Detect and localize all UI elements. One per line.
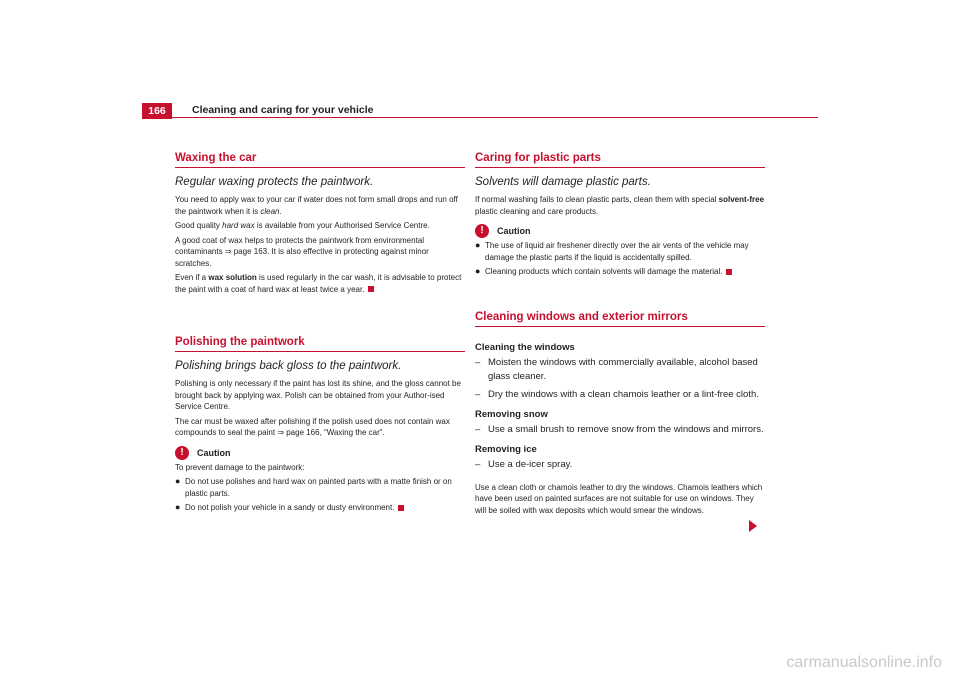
subtitle-waxing: Regular waxing protects the paintwork. xyxy=(175,176,374,188)
bullet-icon: ● xyxy=(175,476,181,486)
bullet-icon: ● xyxy=(475,266,481,276)
section-heading-plastic: Caring for plastic parts xyxy=(475,152,765,168)
polishing-paragraph-2: The car must be waxed after polishing if the polish used does not contain wax compounds to seal the paint ⇒ page 166, “Waxing the car”. xyxy=(175,416,450,437)
page-number: 166 xyxy=(142,103,172,119)
step-item: – Use a small brush to remove snow from the windows and mirrors. xyxy=(475,423,764,435)
left-column xyxy=(175,152,465,517)
step-item: – Moisten the windows with commercially available, alcohol based glass cleaner. xyxy=(475,356,758,382)
footer-watermark: carmanualsonline.info xyxy=(786,654,942,671)
subheading-cleaning-windows: Cleaning the windows xyxy=(475,341,575,353)
end-of-section-marker xyxy=(368,286,374,292)
waxing-paragraph-4: Even if a wax solution is used regularly in the car wash, it is advisable to protect the paint with a coat of hard wax at least twice a year. xyxy=(175,273,462,294)
exclamation-icon: ! xyxy=(175,446,189,460)
list-item: ● The use of liquid air freshener directly over the air vents of the vehicle may damage the plastic parts if the liquid is accidentally spilled. xyxy=(475,240,749,262)
end-of-section-marker xyxy=(398,505,404,511)
waxing-paragraph-2: Good quality hard wax is available from your Authorised Service Centre. xyxy=(175,221,430,230)
waxing-paragraph-3: A good coat of wax helps to protects the paintwork from environmental contaminants ⇒ page 163. It is also effective in protecting against minor scratches. xyxy=(175,235,429,268)
continue-arrow-icon xyxy=(749,520,757,532)
subtitle-plastic: Solvents will damage plastic parts. xyxy=(475,176,651,188)
polishing-paragraph-1: Polishing is only necessary if the paint has lost its shine, and the gloss cannot be brought back by applying wax. Polish can be obtained from your Author-ised Service Centre. xyxy=(175,379,461,411)
running-header: Cleaning and caring for your vehicle xyxy=(192,104,374,116)
end-of-section-marker xyxy=(726,269,732,275)
header-rule xyxy=(172,117,818,118)
caution-label: Caution xyxy=(197,447,231,458)
section-heading-waxing: Waxing the car xyxy=(175,152,465,168)
caution-box-polishing xyxy=(175,446,465,460)
exclamation-icon: ! xyxy=(475,224,489,238)
section-heading-polishing: Polishing the paintwork xyxy=(175,336,465,352)
bullet-icon: ● xyxy=(475,240,481,250)
list-item: ● Do not use polishes and hard wax on painted parts with a matte finish or on plastic parts. xyxy=(175,476,452,498)
step-item: – Dry the windows with a clean chamois leather or a lint-free cloth. xyxy=(475,388,759,400)
plastic-paragraph-1: If normal washing fails to clean plastic parts, clean them with special solvent-free plastic cleaning and care products. xyxy=(475,195,765,216)
subheading-removing-ice: Removing ice xyxy=(475,443,537,455)
section-heading-windows: Cleaning windows and exterior mirrors xyxy=(475,311,765,327)
subtitle-polishing: Polishing brings back gloss to the paintwork. xyxy=(175,360,402,372)
bullet-icon: ● xyxy=(175,502,181,512)
caution-box-plastic xyxy=(475,224,765,238)
caution-label: Caution xyxy=(497,226,531,236)
list-item: ● Cleaning products which contain solvents will damage the material. xyxy=(475,266,765,278)
windows-note: Use a clean cloth or chamois leather to dry the windows. Chamois leathers which have been used on painted surfaces are not suitable for use on windows. They will be soiled with wax deposits which would smear the windows. xyxy=(475,482,763,515)
list-item: ● Do not polish your vehicle in a sandy or dusty environment. xyxy=(175,502,465,514)
waxing-paragraph-1: You need to apply wax to your car if water does not form small drops and run off the paintwork when it is clean. xyxy=(175,195,458,216)
step-item: – Use a de-icer spray. xyxy=(475,458,573,470)
subheading-removing-snow: Removing snow xyxy=(475,408,548,420)
caution-intro: To prevent damage to the paintwork: xyxy=(175,462,305,472)
right-column xyxy=(475,152,765,519)
